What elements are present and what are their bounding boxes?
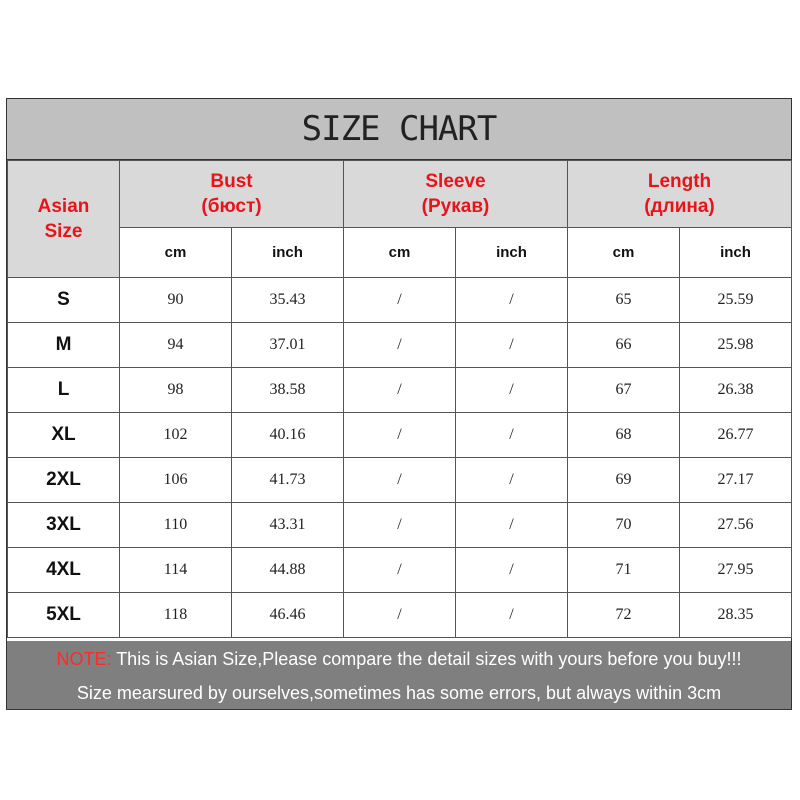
value-cell: 35.43 xyxy=(232,278,344,323)
size-cell: L xyxy=(8,368,120,413)
length-header xyxy=(568,161,792,228)
value-cell: 27.56 xyxy=(680,503,792,548)
note-label: NOTE: xyxy=(56,649,112,669)
unit-header: cm xyxy=(568,228,680,278)
size-rows xyxy=(8,278,792,638)
value-cell: 68 xyxy=(568,413,680,458)
table-row xyxy=(8,458,792,503)
value-cell: 69 xyxy=(568,458,680,503)
value-cell: / xyxy=(456,593,568,638)
length-header-line1: Length xyxy=(647,171,712,192)
value-cell: 98 xyxy=(120,368,232,413)
value-cell: / xyxy=(344,503,456,548)
value-cell: 37.01 xyxy=(232,323,344,368)
value-cell: 114 xyxy=(120,548,232,593)
bust-header-line1: Bust xyxy=(210,171,253,192)
value-cell: 38.58 xyxy=(232,368,344,413)
value-cell: / xyxy=(456,548,568,593)
chart-title: SIZE CHART xyxy=(7,99,791,160)
value-cell: 28.35 xyxy=(680,593,792,638)
value-cell: / xyxy=(456,458,568,503)
table-row xyxy=(8,503,792,548)
sleeve-header xyxy=(344,161,568,228)
value-cell: 71 xyxy=(568,548,680,593)
value-cell: 25.59 xyxy=(680,278,792,323)
value-cell: 41.73 xyxy=(232,458,344,503)
size-table xyxy=(7,160,792,638)
size-cell: 4XL xyxy=(8,548,120,593)
value-cell: 70 xyxy=(568,503,680,548)
value-cell: 67 xyxy=(568,368,680,413)
unit-header: inch xyxy=(680,228,792,278)
unit-header: cm xyxy=(344,228,456,278)
value-cell: 110 xyxy=(120,503,232,548)
size-cell: 2XL xyxy=(8,458,120,503)
value-cell: 44.88 xyxy=(232,548,344,593)
value-cell: 27.17 xyxy=(680,458,792,503)
value-cell: 46.46 xyxy=(232,593,344,638)
value-cell: / xyxy=(344,548,456,593)
size-chart xyxy=(6,98,792,710)
value-cell: 102 xyxy=(120,413,232,458)
size-cell: M xyxy=(8,323,120,368)
value-cell: / xyxy=(344,593,456,638)
value-cell: 40.16 xyxy=(232,413,344,458)
value-cell: / xyxy=(344,458,456,503)
note-banner xyxy=(7,641,791,709)
value-cell: 72 xyxy=(568,593,680,638)
value-cell: 90 xyxy=(120,278,232,323)
size-cell: S xyxy=(8,278,120,323)
unit-header: inch xyxy=(232,228,344,278)
sleeve-header-line1: Sleeve xyxy=(425,171,486,192)
note-line1 xyxy=(7,649,791,670)
table-row xyxy=(8,368,792,413)
value-cell: 106 xyxy=(120,458,232,503)
size-cell: XL xyxy=(8,413,120,458)
table-row xyxy=(8,593,792,638)
note-line2: Size mearsured by ourselves,sometimes has some errors, but always within 3cm xyxy=(76,683,722,703)
value-cell: / xyxy=(344,413,456,458)
value-cell: / xyxy=(456,503,568,548)
table-row xyxy=(8,548,792,593)
value-cell: 66 xyxy=(568,323,680,368)
asian-size-header-line1: Asian xyxy=(37,196,90,217)
value-cell: 27.95 xyxy=(680,548,792,593)
value-cell: 26.77 xyxy=(680,413,792,458)
value-cell: / xyxy=(456,413,568,458)
value-cell: / xyxy=(344,368,456,413)
size-cell: 3XL xyxy=(8,503,120,548)
unit-header: inch xyxy=(456,228,568,278)
value-cell: 65 xyxy=(568,278,680,323)
note-text: This is Asian Size,Please compare the detail sizes with yours before you buy!!! xyxy=(116,649,742,669)
asian-size-header-line2: Size xyxy=(44,221,83,242)
size-cell: 5XL xyxy=(8,593,120,638)
value-cell: 43.31 xyxy=(232,503,344,548)
length-header-line2: (длина) xyxy=(644,196,715,217)
bust-header xyxy=(120,161,344,228)
value-cell: / xyxy=(344,323,456,368)
value-cell: 26.38 xyxy=(680,368,792,413)
value-cell: / xyxy=(456,368,568,413)
sleeve-header-line2: (Рукав) xyxy=(421,196,490,217)
table-row xyxy=(8,413,792,458)
value-cell: 94 xyxy=(120,323,232,368)
value-cell: 25.98 xyxy=(680,323,792,368)
value-cell: / xyxy=(456,278,568,323)
value-cell: / xyxy=(456,323,568,368)
bust-header-line2: (бюст) xyxy=(201,196,262,217)
table-row xyxy=(8,278,792,323)
table-row xyxy=(8,323,792,368)
unit-header: cm xyxy=(120,228,232,278)
asian-size-header xyxy=(8,161,120,278)
value-cell: / xyxy=(344,278,456,323)
value-cell: 118 xyxy=(120,593,232,638)
